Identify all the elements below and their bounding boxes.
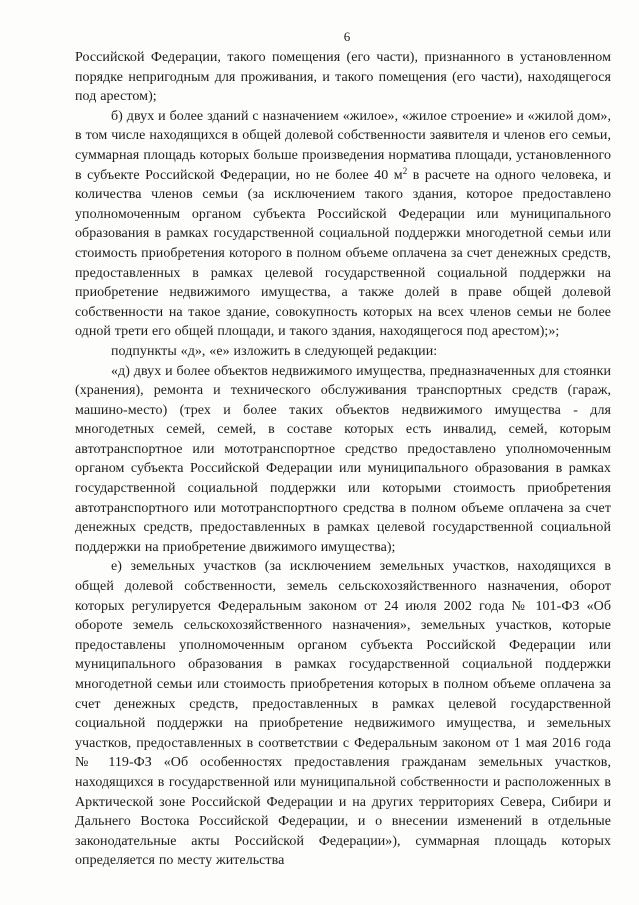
paragraph-subpoint-b bbox=[75, 107, 611, 342]
paragraph-subpoint-d: «д) двух и более объектов недвижимого имущества, предназначенных для стоянки (хранения), ремонта и технического обслуживания транспортных средств (гараж, машино-место) (трех и более таких объектов недвижимого имущества - для многодетных семей, семей, в составе которых есть инвалид, семей, которым автотранспортное или мототранспортное средство предоставлено уполномоченным органом субъекта Российской Федерации или муниципального образования в рамках государственной социальной поддержки или которыми стоимость приобретения автотранспортного или мототранспортного средства в полном объеме оплачена за счет денежных средств, предоставленных в рамках целевой государственной социальной поддержки на приобретение движимого имущества); bbox=[75, 363, 611, 555]
paragraph-continuation: Российской Федерации, такого помещения (его части), признанного в установленном порядке непригодным для проживания, и такого помещения (его части), находящегося под арестом); bbox=[75, 50, 611, 105]
paragraph-subpoint-e: е) земельных участков (за исключением земельных участков, находящихся в общей долевой собственности, земель сельскохозяйственного назначения, оборот которых регулируется Федеральным законом от 24 июля 2002 года № 101-ФЗ «Об обороте земель сельскохозяйственного назначения», земельных участков, которые предоставлены уполномоченным органом субъекта Российской Федерации или муниципального образования в рамках государственной социальной поддержки многодетной семьи или стоимость приобретения которых в полном объеме оплачена за счет денежных средств, предоставленных в рамках целевой государственной социальной поддержки на приобретение недвижимого имущества, и земельных участков, предоставленных в соответствии с Федеральным законом от 1 мая 2016 года № 119-ФЗ «Об особенностях предоставления гражданам земельных участков, находящихся в государственной или муниципальной собственности и расположенных в Арктической зоне Российской Федерации и на других территориях Севера, Сибири и Дальнего Востока Российской Федерации, и о внесении изменений в отдельные законодательные акты Российской Федерации»), суммарная площадь которых определяется по месту жительства bbox=[75, 559, 611, 869]
paragraph-amendment-intro: подпункты «д», «е» изложить в следующей редакции: bbox=[111, 343, 438, 359]
paragraph-subpoint-b-text: б) двух и более зданий с назначением «жилое», «жилое строение» и «жилой дом», в том числе находящихся в общей долевой собственности заявителя и членов его семьи, суммарная площадь которых больше произведения норматива площади, установленного в субъекте Российской Федерации, но не более 40 м bbox=[75, 108, 611, 183]
page-number: 6 bbox=[343, 29, 351, 44]
document-body bbox=[75, 48, 611, 871]
paragraph-subpoint-b-text-continued: в расчете на одного человека, и количества членов семьи (за исключением такого здания, которое предоставлено уполномоченным органом субъекта Российской Федерации или муниципального образования в рамках государственной социальной поддержки многодетной семьи или стоимость приобретения которого в полном объеме оплачена за счет денежных средств, предоставленных в рамках целевой государственной социальной поддержки на приобретение недвижимого имущества, а также долей в праве общей долевой собственности на такое здание, совокупность которых на всех членов семьи не более одной трети его общей площади, и такого здания, находящегося под арестом);»; bbox=[75, 167, 611, 340]
area-unit-superscript: 2 bbox=[402, 165, 408, 176]
